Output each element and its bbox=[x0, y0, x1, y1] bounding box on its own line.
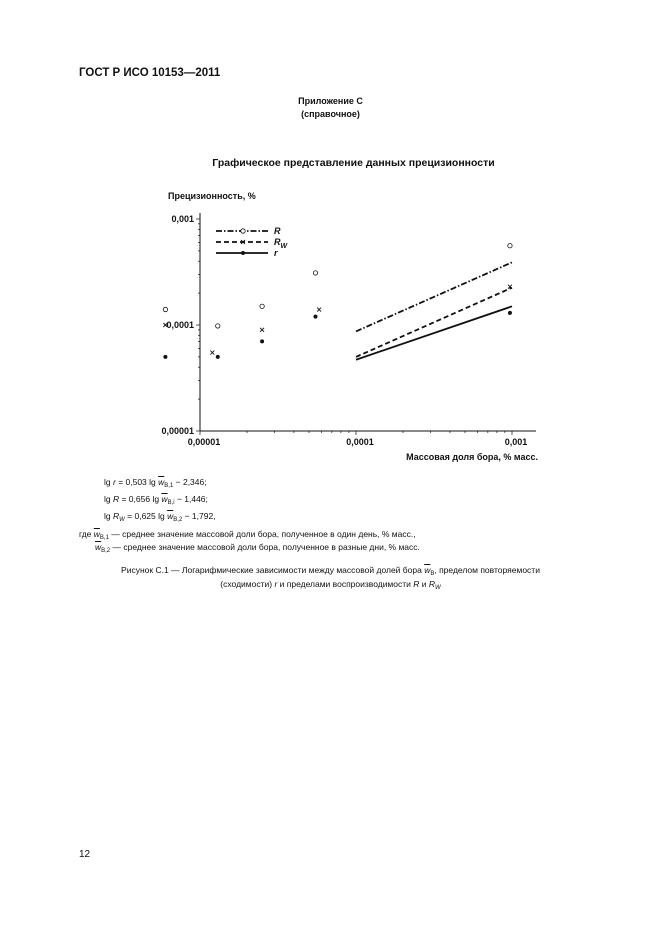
legend-label-r: r bbox=[274, 248, 278, 258]
data-point-r bbox=[508, 311, 512, 315]
annex-note: (справочное) bbox=[301, 109, 360, 119]
fit-line-R bbox=[356, 262, 512, 331]
data-point-r bbox=[313, 315, 317, 319]
fit-line-R_W bbox=[356, 288, 512, 357]
equation-r: lg r = 0,503 $\lg \overline{w}_{B,1} - 2,346$; bbox=[104, 477, 207, 489]
data-point-R_W bbox=[260, 328, 264, 332]
data-point-R bbox=[260, 304, 264, 308]
precision-chart bbox=[150, 185, 550, 465]
x-tick-label: 0,001 bbox=[504, 437, 528, 447]
y-tick-label: 0,0001 bbox=[166, 320, 194, 330]
data-point-r bbox=[163, 355, 167, 359]
annex-title: Приложение С bbox=[298, 96, 363, 106]
x-tick-label: 0,0001 bbox=[346, 437, 374, 447]
y-axis-label: Прецизионность, % bbox=[168, 191, 256, 201]
data-point-r bbox=[216, 355, 220, 359]
data-point-R bbox=[508, 243, 512, 247]
data-point-r bbox=[260, 339, 264, 343]
data-point-R_W bbox=[317, 308, 321, 312]
figure-caption-line-1: Рисунок С.1 — Логарифмические зависимости между массовой долей бора $\overline{w}_B$, пределом повторяемости bbox=[121, 565, 540, 577]
y-tick-label: 0,001 bbox=[171, 214, 194, 224]
figure-title: Графическое представление данных прецизионности bbox=[212, 157, 495, 169]
legend-label-R: R bbox=[274, 226, 281, 236]
data-point-R_W bbox=[210, 351, 214, 355]
page-number: 12 bbox=[79, 849, 91, 860]
equation-R: lg R = 0,656 $\lg \overline{w}_{B,i} - 1,446$; bbox=[104, 494, 208, 506]
legend-marker-R bbox=[241, 229, 245, 233]
where-line-1: где $\overline{w}_{B,1}$ — среднее значение массовой доли бора, полученное в один день, % масс., bbox=[79, 529, 416, 541]
x-tick-label: 0,00001 bbox=[187, 437, 221, 447]
x-axis-label: Массовая доля бора, % масс. bbox=[406, 452, 538, 462]
data-point-R bbox=[216, 324, 220, 328]
y-tick-label: 0,00001 bbox=[161, 426, 194, 436]
fit-line-r bbox=[356, 306, 512, 359]
data-point-R bbox=[313, 271, 317, 275]
where-line-2: $\overline{w}_{B,2}$ — среднее значение массовой доли бора, полученное в разные дни, % масс. bbox=[95, 542, 420, 554]
legend-label-R_W: $R_W$ bbox=[274, 237, 288, 250]
equation-RW: $\lg R_W = 0,625$ $\lg \overline{w}_{B,2} - 1,792$, bbox=[104, 511, 216, 523]
document-header: ГОСТ Р ИСО 10153—2011 bbox=[79, 67, 221, 79]
figure-caption-line-2: (сходимости) r и пределами воспроизводимости R и $R_W$ bbox=[220, 579, 441, 591]
data-point-R bbox=[163, 307, 167, 311]
legend-marker-r bbox=[241, 251, 245, 255]
